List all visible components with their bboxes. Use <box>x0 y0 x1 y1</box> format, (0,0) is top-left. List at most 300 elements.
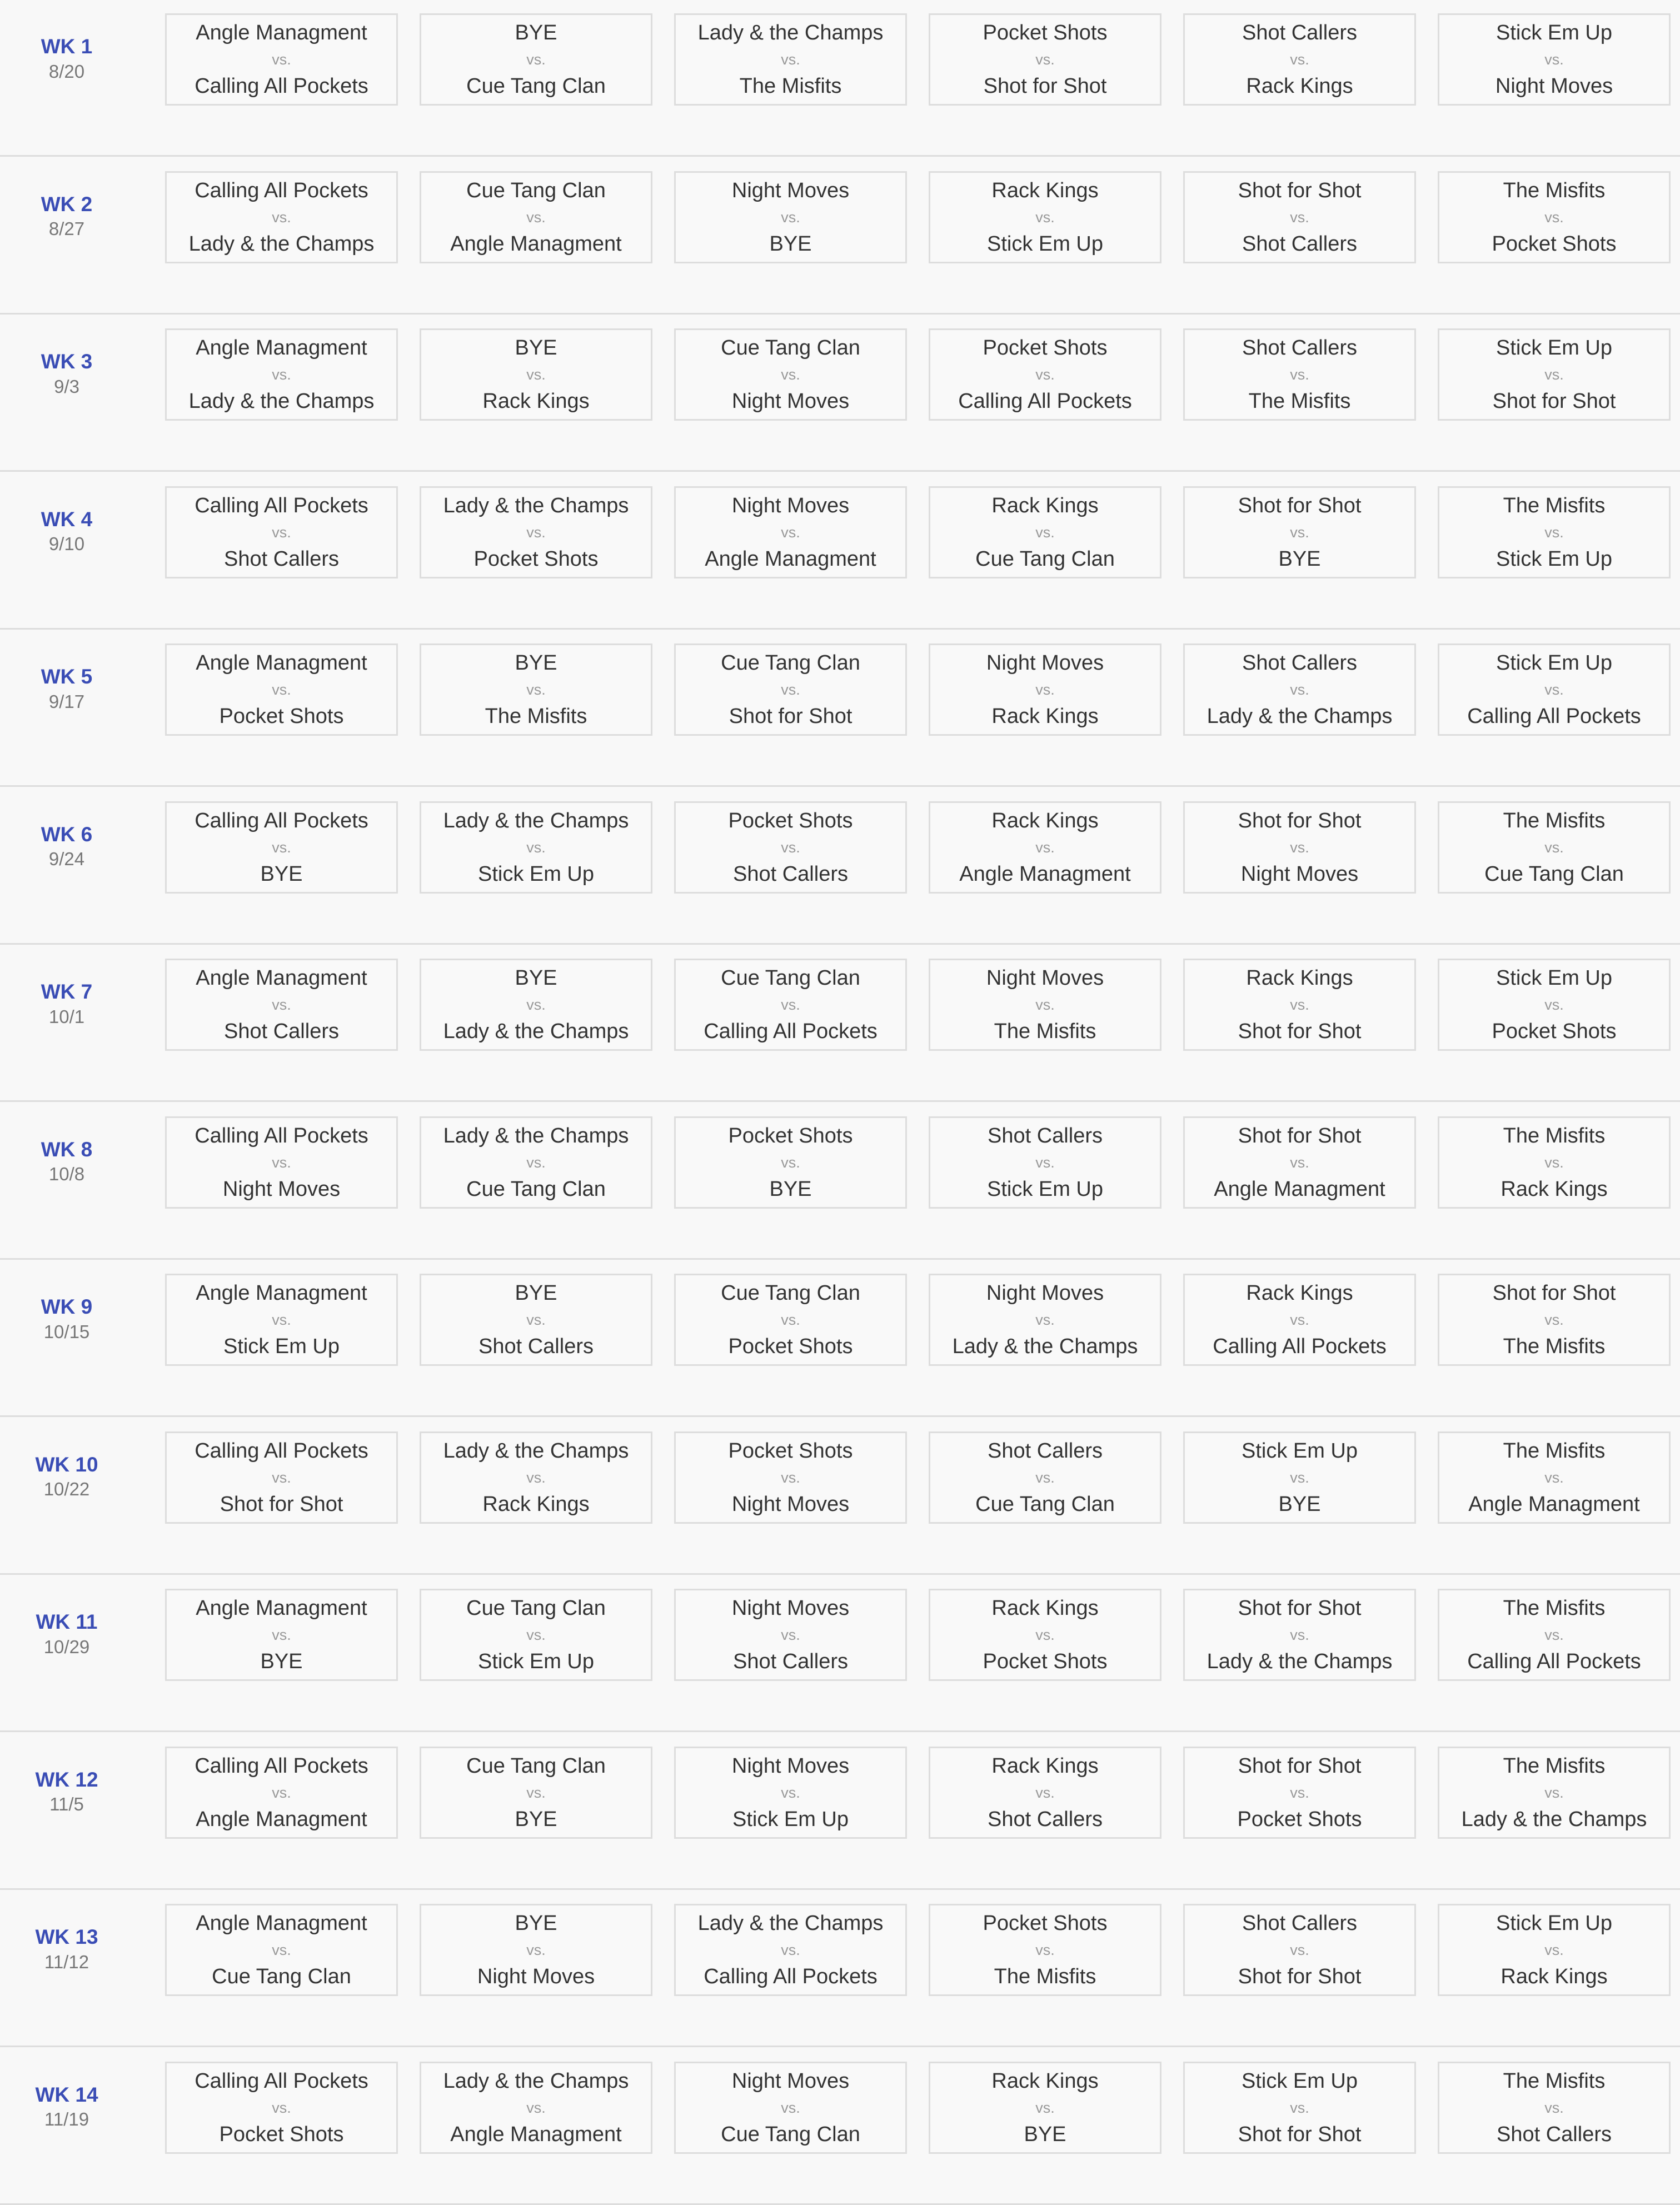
matchup-card[interactable] <box>929 959 1161 1051</box>
matchup-card[interactable] <box>929 1589 1161 1681</box>
matchup-card[interactable] <box>929 486 1161 578</box>
vs-label: vs. <box>526 839 546 856</box>
vs-label: vs. <box>1544 1154 1564 1171</box>
matchup-card[interactable] <box>1183 13 1416 106</box>
home-team: Angle Managment <box>196 336 367 360</box>
away-team: Lady & the Champs <box>443 1020 629 1043</box>
home-team: Stick Em Up <box>1241 2069 1358 2093</box>
week-label <box>0 1575 133 1692</box>
vs-label: vs. <box>1035 1311 1055 1328</box>
home-team: Calling All Pockets <box>195 809 368 832</box>
vs-label: vs. <box>1290 1154 1309 1171</box>
home-team: Night Moves <box>731 2069 850 2093</box>
matchup-card[interactable] <box>929 643 1161 736</box>
matchup-card[interactable] <box>165 1431 398 1524</box>
matchup-card[interactable] <box>1183 1589 1416 1681</box>
week-date: 8/20 <box>48 61 85 82</box>
matchup-card[interactable] <box>165 328 398 421</box>
week-label <box>0 315 133 432</box>
matchup-card[interactable] <box>1438 1904 1671 1996</box>
home-team: Rack Kings <box>991 178 1099 202</box>
away-team: Angle Managment <box>196 1807 367 1831</box>
week-row <box>0 630 1680 787</box>
away-team: Cue Tang Clan <box>721 2122 860 2146</box>
home-team: Lady & the Champs <box>697 21 884 44</box>
home-team: Cue Tang Clan <box>466 1597 606 1620</box>
matchup-card[interactable] <box>420 2062 652 2154</box>
away-team: Calling All Pockets <box>1213 1335 1387 1358</box>
home-team: Pocket Shots <box>983 21 1108 44</box>
matchup-card[interactable] <box>1183 1274 1416 1366</box>
matchup-card[interactable] <box>165 643 398 736</box>
away-team: Lady & the Champs <box>952 1335 1138 1358</box>
vs-label: vs. <box>1544 996 1564 1013</box>
matchup-card[interactable] <box>929 13 1161 106</box>
vs-label: vs. <box>272 1469 291 1486</box>
matchup-card[interactable] <box>165 1589 398 1681</box>
matchup-card[interactable] <box>420 1589 652 1681</box>
away-team: Pocket Shots <box>983 1650 1108 1673</box>
vs-label: vs. <box>1035 681 1055 698</box>
week-label <box>0 945 133 1062</box>
matchup-card[interactable] <box>1183 486 1416 578</box>
vs-label: vs. <box>781 1469 800 1486</box>
home-team: Stick Em Up <box>1495 21 1613 44</box>
home-team: Rack Kings <box>991 1754 1099 1778</box>
home-team: The Misfits <box>1503 178 1606 202</box>
matchup-card[interactable] <box>929 1116 1161 1209</box>
week-number: WK 14 <box>35 2083 98 2106</box>
matchup-card[interactable] <box>1438 959 1671 1051</box>
away-team: Shot for Shot <box>1238 1965 1362 1988</box>
home-team: Night Moves <box>731 178 850 202</box>
matchup-card[interactable] <box>1438 1274 1671 1366</box>
vs-label: vs. <box>1544 1469 1564 1486</box>
vs-label: vs. <box>1290 1784 1309 1801</box>
matchup-card[interactable] <box>420 643 652 736</box>
matchup-card[interactable] <box>165 1747 398 1839</box>
matchup-card[interactable] <box>1183 2062 1416 2154</box>
away-team: Angle Managment <box>450 2122 622 2146</box>
week-number: WK 10 <box>35 1453 98 1476</box>
home-team: Lady & the Champs <box>443 1124 629 1148</box>
away-team: Shot for Shot <box>220 1492 343 1516</box>
home-team: Calling All Pockets <box>195 1754 368 1778</box>
home-team: Cue Tang Clan <box>466 178 606 202</box>
home-team: Rack Kings <box>991 1597 1099 1620</box>
away-team: Cue Tang Clan <box>466 1177 606 1201</box>
matchup-card[interactable] <box>1183 1116 1416 1209</box>
matchup-card[interactable] <box>165 959 398 1051</box>
home-team: Lady & the Champs <box>697 1912 884 1935</box>
home-team: The Misfits <box>1503 1124 1606 1148</box>
home-team: Night Moves <box>731 493 850 517</box>
away-team: Calling All Pockets <box>195 74 368 98</box>
home-team: The Misfits <box>1503 2069 1606 2093</box>
away-team: BYE <box>515 1807 557 1831</box>
matchup-card[interactable] <box>674 486 907 578</box>
week-label <box>0 630 133 747</box>
vs-label: vs. <box>781 996 800 1013</box>
matchup-card[interactable] <box>929 1904 1161 1996</box>
week-date: 10/1 <box>48 1006 85 1027</box>
home-team: Shot Callers <box>988 1124 1103 1148</box>
away-team: Rack Kings <box>991 705 1099 728</box>
week-date: 8/27 <box>48 218 85 239</box>
home-team: BYE <box>515 1912 557 1935</box>
matchup-card[interactable] <box>1438 328 1671 421</box>
matchup-card[interactable] <box>165 486 398 578</box>
away-team: Angle Managment <box>705 547 876 571</box>
week-date: 9/10 <box>48 533 85 554</box>
vs-label: vs. <box>272 523 291 541</box>
matchup-card[interactable] <box>420 1274 652 1366</box>
vs-label: vs. <box>781 681 800 698</box>
vs-label: vs. <box>272 839 291 856</box>
vs-label: vs. <box>1290 523 1309 541</box>
week-label <box>0 788 133 905</box>
away-team: Calling All Pockets <box>704 1020 878 1043</box>
home-team: Stick Em Up <box>1495 651 1613 675</box>
week-number: WK 3 <box>41 350 93 373</box>
home-team: Rack Kings <box>991 809 1099 832</box>
home-team: BYE <box>515 336 557 360</box>
vs-label: vs. <box>781 2099 800 2116</box>
vs-label: vs. <box>272 681 291 698</box>
away-team: The Misfits <box>485 705 587 728</box>
home-team: Rack Kings <box>991 2069 1099 2093</box>
away-team: BYE <box>1024 2122 1066 2146</box>
matchup-card[interactable] <box>929 328 1161 421</box>
vs-label: vs. <box>1035 366 1055 383</box>
matchup-card[interactable] <box>165 2062 398 2154</box>
matchup-card[interactable] <box>674 1116 907 1209</box>
away-team: Shot Callers <box>478 1335 594 1358</box>
matchup-card[interactable] <box>1438 486 1671 578</box>
away-team: BYE <box>260 862 303 886</box>
vs-label: vs. <box>781 839 800 856</box>
week-number: WK 13 <box>35 1925 98 1949</box>
vs-label: vs. <box>526 523 546 541</box>
home-team: The Misfits <box>1503 1597 1606 1620</box>
matchup-card[interactable] <box>420 486 652 578</box>
home-team: Night Moves <box>986 966 1104 990</box>
home-team: Calling All Pockets <box>195 178 368 202</box>
vs-label: vs. <box>781 1154 800 1171</box>
away-team: Lady & the Champs <box>188 232 375 256</box>
matchup-card[interactable] <box>1438 13 1671 106</box>
vs-label: vs. <box>1290 366 1309 383</box>
away-team: BYE <box>1278 1492 1321 1516</box>
week-date: 11/5 <box>49 1794 84 1814</box>
vs-label: vs. <box>526 366 546 383</box>
vs-label: vs. <box>272 51 291 68</box>
matchup-card[interactable] <box>165 13 398 106</box>
away-team: Lady & the Champs <box>1461 1807 1647 1831</box>
home-team: Shot Callers <box>1242 1912 1357 1935</box>
matchup-card[interactable] <box>674 2062 907 2154</box>
away-team: BYE <box>260 1650 303 1673</box>
away-team: Rack Kings <box>482 1492 590 1516</box>
vs-label: vs. <box>1290 1311 1309 1328</box>
home-team: Cue Tang Clan <box>721 336 860 360</box>
matchup-card[interactable] <box>165 1274 398 1366</box>
home-team: Calling All Pockets <box>195 1124 368 1148</box>
matchup-card[interactable] <box>929 1747 1161 1839</box>
vs-label: vs. <box>1290 51 1309 68</box>
matchup-card[interactable] <box>674 1747 907 1839</box>
vs-label: vs. <box>1290 208 1309 226</box>
week-label <box>0 1103 133 1220</box>
week-number: WK 1 <box>41 35 93 58</box>
week-row <box>0 315 1680 472</box>
vs-label: vs. <box>1544 366 1564 383</box>
matchup-card[interactable] <box>1438 1589 1671 1681</box>
away-team: The Misfits <box>994 1020 1096 1043</box>
matchup-card[interactable] <box>420 1116 652 1209</box>
vs-label: vs. <box>526 681 546 698</box>
matchup-card[interactable] <box>929 1431 1161 1524</box>
away-team: Cue Tang Clan <box>975 1492 1115 1516</box>
week-number: WK 12 <box>35 1768 98 1791</box>
home-team: Angle Managment <box>196 1597 367 1620</box>
away-team: Angle Managment <box>1468 1492 1640 1516</box>
matchup-card[interactable] <box>420 959 652 1051</box>
home-team: Night Moves <box>986 651 1104 675</box>
matchup-card[interactable] <box>1438 1747 1671 1839</box>
week-label <box>0 1418 133 1535</box>
week-date: 10/8 <box>48 1164 85 1184</box>
week-number: WK 8 <box>41 1138 93 1161</box>
matchup-card[interactable] <box>674 1589 907 1681</box>
matchup-card[interactable] <box>674 1904 907 1996</box>
away-team: Shot Callers <box>224 1020 339 1043</box>
matchup-card[interactable] <box>674 328 907 421</box>
away-team: Night Moves <box>731 390 850 413</box>
away-team: BYE <box>769 1177 812 1201</box>
week-date: 9/3 <box>54 376 79 397</box>
matchup-card[interactable] <box>420 1431 652 1524</box>
matchup-card[interactable] <box>1438 801 1671 894</box>
matchup-card[interactable] <box>929 171 1161 263</box>
vs-label: vs. <box>272 208 291 226</box>
week-number: WK 7 <box>41 980 93 1004</box>
matchup-card[interactable] <box>1438 643 1671 736</box>
vs-label: vs. <box>781 366 800 383</box>
week-date: 10/29 <box>43 1636 90 1657</box>
matchup-card[interactable] <box>165 1904 398 1996</box>
away-team: Calling All Pockets <box>704 1965 878 1988</box>
matchup-card[interactable] <box>1183 959 1416 1051</box>
week-label <box>0 473 133 590</box>
away-team: Calling All Pockets <box>1467 1650 1641 1673</box>
week-row <box>0 1575 1680 1732</box>
home-team: The Misfits <box>1503 493 1606 517</box>
week-row <box>0 1890 1680 2047</box>
home-team: Pocket Shots <box>983 1912 1108 1935</box>
week-date: 9/17 <box>48 691 85 712</box>
home-team: Night Moves <box>731 1754 850 1778</box>
vs-label: vs. <box>1544 208 1564 226</box>
home-team: Stick Em Up <box>1495 1912 1613 1935</box>
away-team: Night Moves <box>477 1965 595 1988</box>
away-team: Shot for Shot <box>1238 1020 1362 1043</box>
matchup-card[interactable] <box>420 13 652 106</box>
week-date: 11/12 <box>44 1951 89 1972</box>
vs-label: vs. <box>1544 523 1564 541</box>
home-team: Stick Em Up <box>1495 966 1613 990</box>
away-team: Shot Callers <box>1242 232 1357 256</box>
away-team: Angle Managment <box>450 232 622 256</box>
away-team: Cue Tang Clan <box>466 74 606 98</box>
matchup-card[interactable] <box>929 801 1161 894</box>
matchup-card[interactable] <box>165 1116 398 1209</box>
vs-label: vs. <box>1544 51 1564 68</box>
matchup-card[interactable] <box>420 1904 652 1996</box>
week-number: WK 6 <box>41 822 93 846</box>
vs-label: vs. <box>1035 523 1055 541</box>
home-team: Rack Kings <box>1246 1281 1353 1305</box>
vs-label: vs. <box>1035 839 1055 856</box>
vs-label: vs. <box>272 1154 291 1171</box>
vs-label: vs. <box>526 1784 546 1801</box>
week-row <box>0 1733 1680 1890</box>
away-team: Stick Em Up <box>986 232 1104 256</box>
matchup-card[interactable] <box>929 2062 1161 2154</box>
home-team: Rack Kings <box>991 493 1099 517</box>
vs-label: vs. <box>1035 1942 1055 1958</box>
vs-label: vs. <box>1290 996 1309 1013</box>
home-team: Pocket Shots <box>728 809 853 832</box>
matchup-card[interactable] <box>420 1747 652 1839</box>
matchup-card[interactable] <box>674 1274 907 1366</box>
matchup-card[interactable] <box>674 13 907 106</box>
matchup-card[interactable] <box>674 1431 907 1524</box>
away-team: Night Moves <box>1495 74 1613 98</box>
matchup-card[interactable] <box>1438 1116 1671 1209</box>
home-team: Angle Managment <box>196 1912 367 1935</box>
week-row <box>0 945 1680 1102</box>
home-team: Shot for Shot <box>1238 1124 1362 1148</box>
vs-label: vs. <box>781 1627 800 1643</box>
home-team: Pocket Shots <box>983 336 1108 360</box>
home-team: Calling All Pockets <box>195 2069 368 2093</box>
matchup-card[interactable] <box>1438 2062 1671 2154</box>
away-team: Pocket Shots <box>1492 232 1617 256</box>
home-team: Angle Managment <box>196 1281 367 1305</box>
home-team: Angle Managment <box>196 21 367 44</box>
home-team: Shot for Shot <box>1238 178 1362 202</box>
vs-label: vs. <box>781 1784 800 1801</box>
away-team: The Misfits <box>1248 390 1351 413</box>
away-team: BYE <box>1278 547 1321 571</box>
vs-label: vs. <box>526 2099 546 2116</box>
vs-label: vs. <box>1035 1154 1055 1171</box>
away-team: Shot for Shot <box>729 705 853 728</box>
matchup-card[interactable] <box>674 643 907 736</box>
away-team: Pocket Shots <box>1237 1807 1362 1831</box>
home-team: Night Moves <box>731 1597 850 1620</box>
matchup-card[interactable] <box>1438 171 1671 263</box>
vs-label: vs. <box>526 996 546 1013</box>
home-team: BYE <box>515 966 557 990</box>
matchup-card[interactable] <box>1183 171 1416 263</box>
matchup-card[interactable] <box>674 171 907 263</box>
away-team: The Misfits <box>994 1965 1096 1988</box>
away-team: Rack Kings <box>482 390 590 413</box>
vs-label: vs. <box>1035 2099 1055 2116</box>
away-team: Shot Callers <box>988 1807 1103 1831</box>
home-team: Cue Tang Clan <box>721 966 860 990</box>
away-team: Shot Callers <box>733 1650 848 1673</box>
home-team: Cue Tang Clan <box>721 651 860 675</box>
matchup-card[interactable] <box>165 801 398 894</box>
home-team: Lady & the Champs <box>443 2069 629 2093</box>
matchup-card[interactable] <box>1183 1747 1416 1839</box>
away-team: Cue Tang Clan <box>975 547 1115 571</box>
matchup-card[interactable] <box>674 801 907 894</box>
week-label <box>0 1733 133 1850</box>
home-team: Calling All Pockets <box>195 1439 368 1463</box>
week-date: 10/15 <box>43 1321 90 1342</box>
week-row <box>0 158 1680 315</box>
matchup-card[interactable] <box>1183 801 1416 894</box>
matchup-card[interactable] <box>674 959 907 1051</box>
away-team: Stick Em Up <box>732 1807 849 1831</box>
week-label <box>0 158 133 275</box>
vs-label: vs. <box>272 1311 291 1328</box>
matchup-card[interactable] <box>929 1274 1161 1366</box>
away-team: BYE <box>769 232 812 256</box>
matchup-card[interactable] <box>420 171 652 263</box>
away-team: Angle Managment <box>1214 1177 1385 1201</box>
matchup-card[interactable] <box>1183 328 1416 421</box>
away-team: Rack Kings <box>1500 1965 1608 1988</box>
vs-label: vs. <box>272 366 291 383</box>
vs-label: vs. <box>1544 839 1564 856</box>
matchup-card[interactable] <box>165 171 398 263</box>
matchup-card[interactable] <box>1183 1904 1416 1996</box>
matchup-card[interactable] <box>420 328 652 421</box>
vs-label: vs. <box>1290 1627 1309 1643</box>
vs-label: vs. <box>781 208 800 226</box>
vs-label: vs. <box>1544 1942 1564 1958</box>
away-team: Lady & the Champs <box>188 390 375 413</box>
away-team: Shot Callers <box>733 862 848 886</box>
away-team: The Misfits <box>1503 1335 1606 1358</box>
week-date: 9/24 <box>48 849 85 869</box>
home-team: Shot Callers <box>1242 21 1357 44</box>
week-row <box>0 0 1680 157</box>
vs-label: vs. <box>1544 1784 1564 1801</box>
matchup-card[interactable] <box>1183 643 1416 736</box>
home-team: Shot Callers <box>988 1439 1103 1463</box>
week-label <box>0 2048 133 2165</box>
home-team: Lady & the Champs <box>443 1439 629 1463</box>
vs-label: vs. <box>1544 1627 1564 1643</box>
week-number: WK 9 <box>41 1295 93 1319</box>
vs-label: vs. <box>1290 1469 1309 1486</box>
away-team: Pocket Shots <box>219 2122 344 2146</box>
matchup-card[interactable] <box>1438 1431 1671 1524</box>
away-team: Stick Em Up <box>223 1335 340 1358</box>
home-team: Stick Em Up <box>1241 1439 1358 1463</box>
away-team: Shot Callers <box>224 547 339 571</box>
matchup-card[interactable] <box>420 801 652 894</box>
vs-label: vs. <box>1290 1942 1309 1958</box>
away-team: Stick Em Up <box>477 862 595 886</box>
matchup-card[interactable] <box>1183 1431 1416 1524</box>
